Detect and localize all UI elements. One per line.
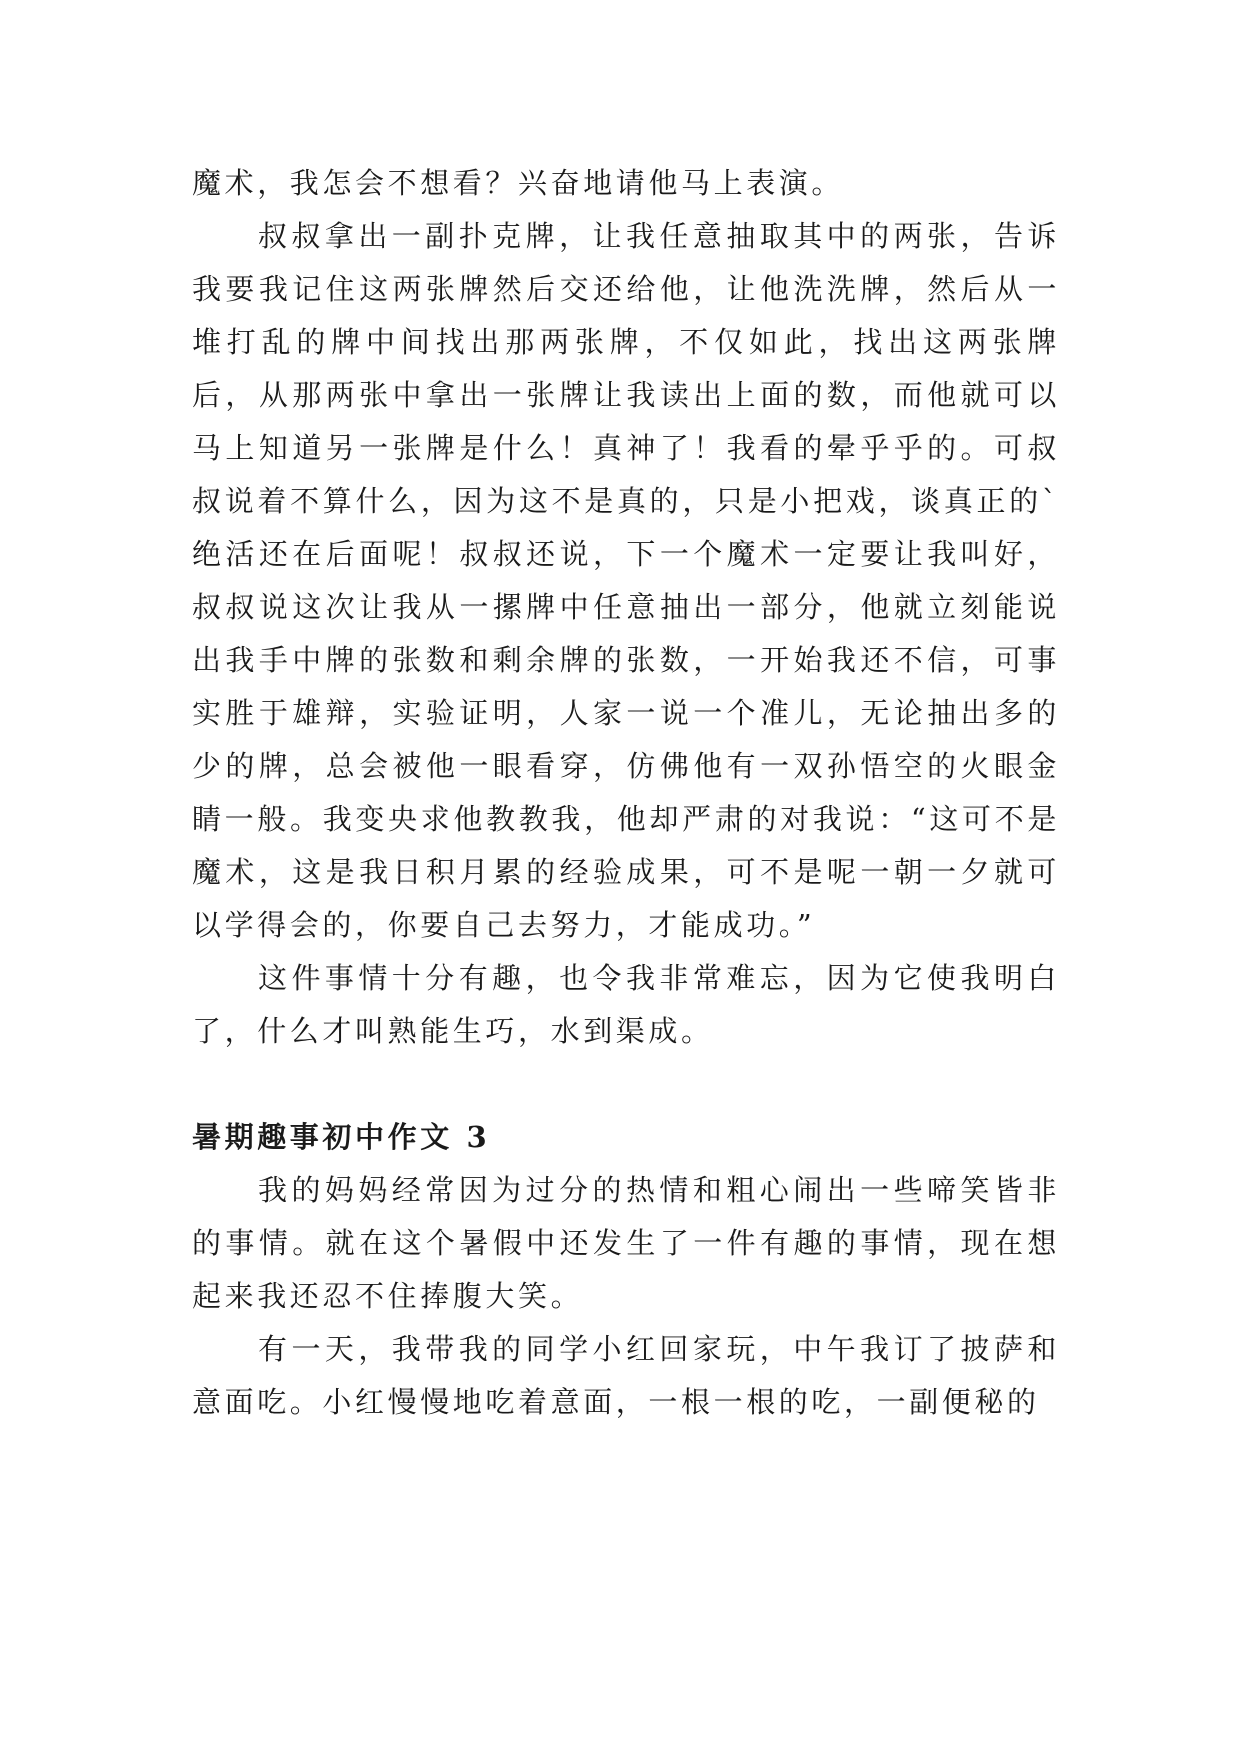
- section-heading: 暑期趣事初中作文 3: [192, 1120, 491, 1154]
- paragraph-conclusion: 这件事情十分有趣，也令我非常难忘，因为它使我明白了，什么才叫熟能生巧，水到渠成。: [192, 961, 1060, 1048]
- document-page: [192, 157, 1060, 1429]
- paragraph-pizza-day: 有一天，我带我的同学小红回家玩，中午我订了披萨和意面吃。小红慢慢地吃着意面，一根一根的吃，一副便秘的: [192, 1332, 1060, 1419]
- paragraph-card-tricks: 叔叔拿出一副扑克牌，让我任意抽取其中的两张，告诉我要我记住这两张牌然后交还给他，让他洗洗牌，然后从一堆打乱的牌中间找出那两张牌，不仅如此，找出这两张牌后，从那两张中拿出一张牌让我读出上面的数，而他就可以马上知道另一张牌是什么！真神了！我看的晕乎乎的。可叔叔说着不算什么，因为这不是真的，只是小把戏，谈真正的`绝活还在后面呢！叔叔还说，下一个魔术一定要让我叫好，叔叔说这次让我从一摞牌中任意抽出一部分，他就立刻能说出我手中牌的张数和剩余牌的张数，一开始我还不信，可事实胜于雄辩，实验证明，人家一说一个准儿，无论抽出多的少的牌，总会被他一眼看穿，仿佛他有一双孙悟空的火眼金睛一般。我变央求他教教我，他却严肃的对我说：“这可不是魔术，这是我日积月累的经验成果，可不是呢一朝一夕就可以学得会的，你要自己去努力，才能成功。”: [192, 219, 1060, 942]
- paragraph-magic-continuation: 魔术，我怎会不想看？兴奋地请他马上表演。: [192, 166, 845, 200]
- paragraph-mom-intro: 我的妈妈经常因为过分的热情和粗心闹出一些啼笑皆非的事情。就在这个暑假中还发生了一件有趣的事情，现在想起来我还忍不住捧腹大笑。: [192, 1173, 1060, 1313]
- section-spacer: [192, 1058, 1060, 1111]
